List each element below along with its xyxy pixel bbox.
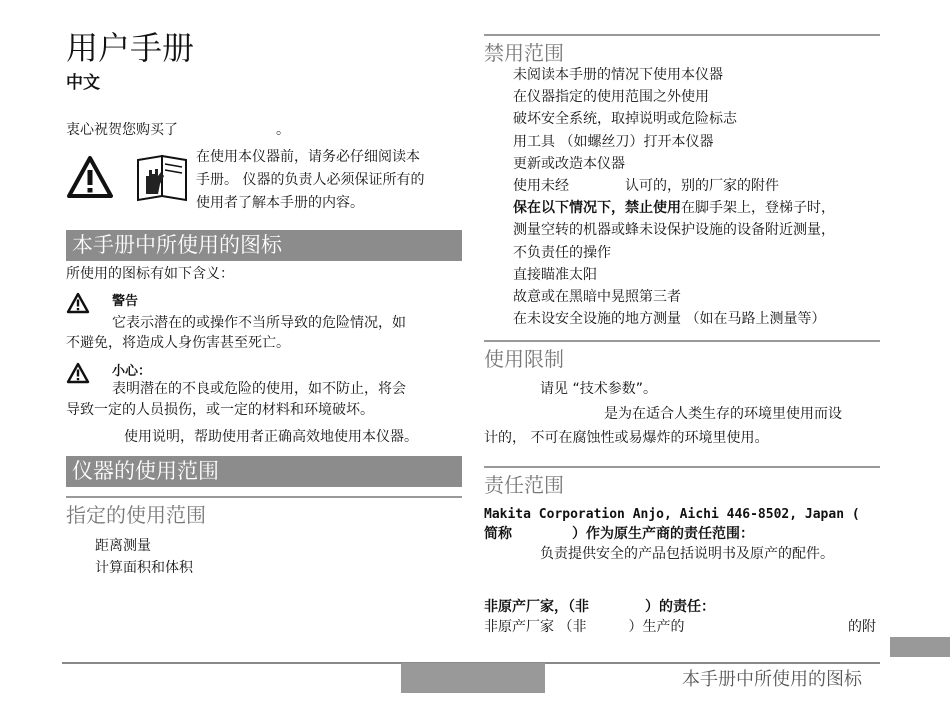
company-line: Makita Corporation Anjo, Aichi 446-8502, Japan ( xyxy=(484,507,860,522)
read-notice-line: 在使用本仪器前，请务必仔细阅读本 xyxy=(196,149,420,165)
list-item: 在未设安全设施的地方测量 （如在马路上测量等） xyxy=(513,311,826,328)
list-item: 用工具 （如螺丝刀）打开本仪器 xyxy=(513,133,714,150)
list-item: 直接瞄准太阳 xyxy=(513,266,597,283)
divider xyxy=(484,34,880,36)
prohibited-bold-rest: 在脚手架上，登梯子时， xyxy=(681,200,835,217)
side-tab xyxy=(890,637,950,657)
page-title: 用户手册 xyxy=(66,29,195,67)
usage-range-subheading: 指定的使用范围 xyxy=(66,503,206,527)
warning-label: 警告 xyxy=(112,294,139,309)
icons-section-heading: 本手册中所使用的图标 xyxy=(66,230,462,261)
non-original-text: 非原产厂家 （非 ）生产的 xyxy=(484,619,685,635)
limits-heading: 使用限制 xyxy=(484,347,564,371)
non-original-heading: 非原产厂家，（非 ）的责任： xyxy=(484,599,715,615)
limits-line: 计的， 不可在腐蚀性或易爆炸的环境里使用。 xyxy=(484,430,769,446)
warning-text-line: 它表示潜在的或操作不当所导致的危险情况，如 xyxy=(112,315,406,331)
usage-range-item: 计算面积和体积 xyxy=(95,560,193,576)
usage-note: 使用说明，帮助使用者正确高效地使用本仪器。 xyxy=(124,429,418,445)
divider xyxy=(484,340,880,342)
icons-intro: 所使用的图标有如下含义： xyxy=(66,266,234,282)
intro-line: 衷心祝贺您购买了 。 xyxy=(66,122,290,138)
footer-block xyxy=(401,663,545,693)
caution-icon xyxy=(66,362,90,388)
prohibited-list xyxy=(513,64,835,330)
list-item: 使用未经 认可的，别的厂家的附件 xyxy=(513,178,779,195)
language-label: 中文 xyxy=(66,73,100,93)
warning-text-line: 不避免，将造成人身伤害甚至死亡。 xyxy=(66,335,290,351)
prohibited-heading: 禁用范围 xyxy=(484,41,564,65)
list-item xyxy=(513,197,835,219)
list-item: 不负责任的操作 xyxy=(513,244,611,261)
divider xyxy=(484,466,880,468)
list-item: 测量空转的机器或蜂未设保护设施的设备附近测量， xyxy=(513,222,835,239)
limits-line: 请见 “技术参数”。 xyxy=(540,381,657,397)
caution-label: 小心： xyxy=(112,364,152,379)
read-notice-line: 使用者了解本手册的内容。 xyxy=(196,195,364,211)
read-notice xyxy=(196,146,424,215)
caution-text-line: 表明潜在的不良或危险的使用，如不防止，将会 xyxy=(112,381,406,397)
read-notice-line: 手册。 仪器的负责人必须保证所有的 xyxy=(196,172,425,188)
running-title: 本手册中所使用的图标 xyxy=(682,669,862,690)
read-manual-icon xyxy=(134,150,190,206)
prohibited-bold-lead: 保在以下情况下，禁止使用 xyxy=(513,200,681,217)
divider xyxy=(66,496,462,498)
list-item: 破坏安全系统，取掉说明或危险标志 xyxy=(513,111,737,128)
list-item: 在仪器指定的使用范围之外使用 xyxy=(513,89,709,106)
list-item: 故意或在黑暗中晃照第三者 xyxy=(513,289,681,306)
role-text: ）作为原生产商的责任范围： xyxy=(572,526,754,542)
warning-icon xyxy=(66,292,90,318)
warning-triangle-icon xyxy=(66,155,114,203)
responsibility-heading: 责任范围 xyxy=(484,473,564,497)
caution-text-line: 导致一定的人员损伤，或一定的材料和环境破坏。 xyxy=(66,402,374,418)
non-original-tail: 的附 xyxy=(848,619,876,635)
short-name-label: 简称 xyxy=(484,526,512,542)
list-item: 更新或改造本仪器 xyxy=(513,155,625,172)
provides-text: 负责提供安全的产品包括说明书及原产的配件。 xyxy=(540,546,834,562)
limits-line: 是为在适合人类生存的环境里使用而设 xyxy=(604,406,842,422)
list-item: 未阅读本手册的情况下使用本仪器 xyxy=(513,67,723,83)
usage-range-heading: 仪器的使用范围 xyxy=(66,456,462,487)
usage-range-item: 距离测量 xyxy=(95,538,151,554)
